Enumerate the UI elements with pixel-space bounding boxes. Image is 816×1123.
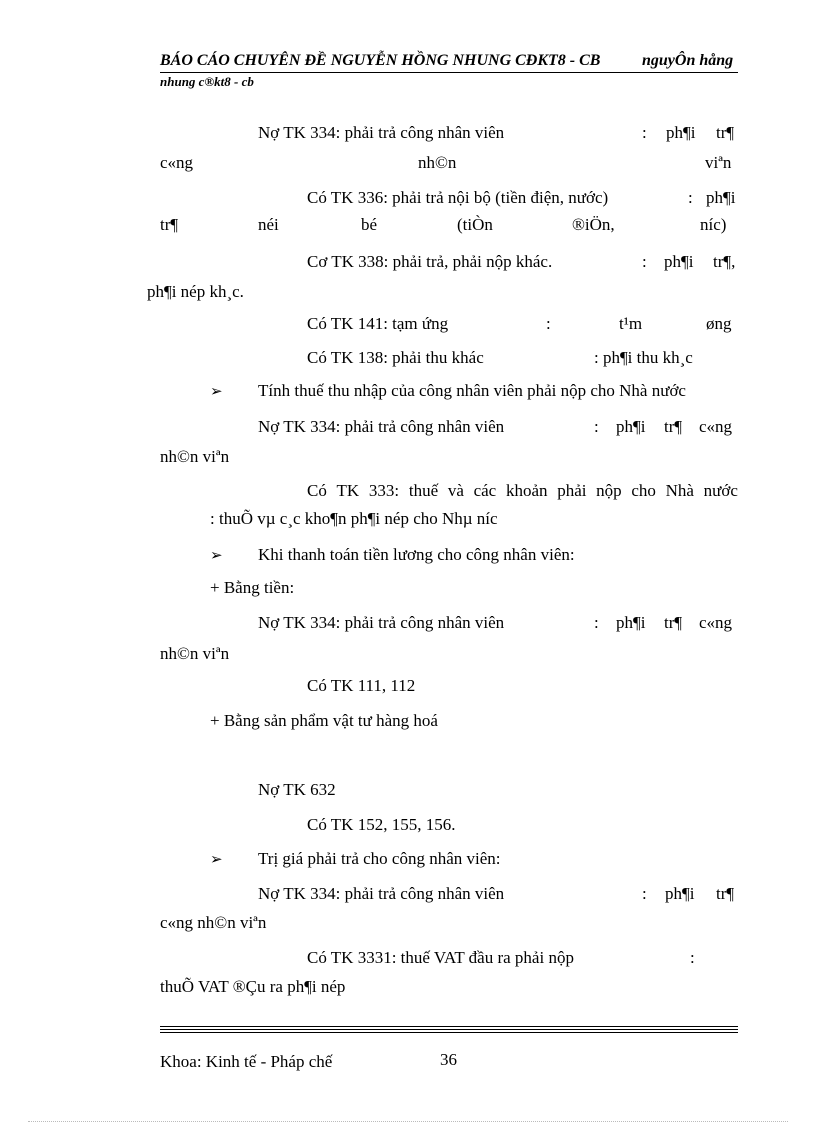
text: :	[642, 252, 647, 271]
text: ph¶i	[616, 613, 646, 632]
text: c«ng	[699, 417, 733, 436]
text: tr¶	[716, 884, 735, 903]
text: thuÕ VAT ®Çu ra ph¶i nép	[160, 977, 346, 996]
text: tr¶	[716, 123, 735, 142]
text: t¹m	[619, 314, 643, 333]
entry-no-334-3: Nợ TK 334: phải trả công nhân viên	[258, 613, 505, 632]
footer-rule	[160, 1026, 738, 1027]
entry-co-3331: Có TK 3331: thuế VAT đầu ra phải nộp	[307, 948, 574, 967]
text: Nhà	[665, 481, 694, 500]
entry-co-336: Có TK 336: phải trả nội bộ (tiền điện, nước)	[307, 188, 609, 207]
text: : thuÕ vµ c¸c kho¶n ph¶i nép cho Nhµ níc	[210, 509, 498, 528]
text: tr¶	[664, 417, 683, 436]
text: và	[447, 481, 464, 500]
text: c«ng	[160, 153, 194, 172]
text: nộp	[596, 481, 622, 500]
entry-co-138: Có TK 138: phải thu khác	[307, 348, 484, 367]
bullet-text: Khi thanh toán tiền lương cho công nhân viên:	[258, 545, 575, 564]
text: :	[594, 613, 599, 632]
footer-rule	[160, 1032, 738, 1033]
entry-no-632: Nợ TK 632	[258, 780, 336, 799]
entry-no-334-2: Nợ TK 334: phải trả công nhân viên	[258, 417, 505, 436]
text: : ph¶i thu kh¸c	[594, 348, 693, 367]
text: nh©n	[418, 153, 457, 172]
page-number: 36	[440, 1050, 457, 1069]
text: thuế	[408, 481, 439, 500]
arrowhead-bullet-icon: ➢	[210, 852, 223, 868]
text: cho	[631, 481, 656, 500]
text: tr¶	[664, 613, 683, 632]
text: ph¶i nép kh¸c.	[147, 282, 244, 301]
text: :	[594, 417, 599, 436]
text: néi	[258, 215, 279, 234]
entry-no-334-4: Nợ TK 334: phải trả công nhân viên	[258, 884, 505, 903]
text: c«ng	[699, 613, 733, 632]
text: nh©n viªn	[160, 644, 230, 663]
arrowhead-bullet-icon: ➢	[210, 548, 223, 564]
text: (tiÒn	[457, 215, 493, 234]
text: ph¶i	[616, 417, 646, 436]
page-edge	[28, 1121, 788, 1122]
text: viªn	[705, 153, 732, 172]
bullet-text: Trị giá phải trả cho công nhân viên:	[258, 849, 501, 868]
text: ®iÖn,	[572, 215, 615, 234]
text: phải	[557, 481, 587, 500]
text: ph¶i	[666, 123, 696, 142]
header-rule	[160, 72, 738, 73]
text: ph¶i	[664, 252, 694, 271]
text: :	[642, 123, 647, 142]
sub-heading: + Bằng tiền:	[210, 578, 295, 597]
text: nước	[703, 481, 738, 500]
bullet-text: Tính thuế thu nhập của công nhân viên phải nộp cho Nhà nước	[258, 381, 686, 400]
header-title: BÁO CÁO CHUYÊN ĐỀ NGUYỄN HỒNG NHUNG CĐKT8 - CB	[160, 52, 601, 69]
text: nh©n viªn	[160, 447, 230, 466]
text: níc)	[700, 215, 727, 234]
header-subtitle: nhung c®kt8 - cb	[160, 74, 254, 89]
text: øng	[706, 314, 732, 333]
text: c«ng nh©n viªn	[160, 913, 267, 932]
text: :	[688, 188, 693, 207]
text: tr¶	[160, 215, 179, 234]
entry-co-111-112: Có TK 111, 112	[307, 676, 416, 695]
text: :	[642, 884, 647, 903]
sub-heading: + Bằng sản phẩm vật tư hàng hoá	[210, 711, 438, 730]
arrowhead-bullet-icon: ➢	[210, 384, 223, 400]
text: :	[546, 314, 551, 333]
text: ph¶i	[665, 884, 695, 903]
text: ph¶i	[706, 188, 736, 207]
text: bé	[361, 215, 378, 234]
text: Có	[307, 481, 327, 500]
entry-co-152: Có TK 152, 155, 156.	[307, 815, 456, 834]
text: 333:	[368, 481, 400, 500]
entry-co-338: Cơ TK 338: phải trả, phải nộp khác.	[307, 252, 553, 271]
footer-faculty: Khoa: Kinh tế - Pháp chế	[160, 1052, 333, 1071]
entry-co-333	[307, 481, 738, 501]
text: khoản	[505, 481, 548, 500]
entry-co-141: Có TK 141: tạm ứng	[307, 314, 449, 333]
text: TK	[336, 481, 360, 500]
text: các	[473, 481, 497, 500]
header-author: nguyÔn hång	[642, 52, 734, 69]
text: :	[690, 948, 695, 967]
footer-rule	[160, 1029, 738, 1030]
entry-no-334-1: Nợ TK 334: phải trả công nhân viên	[258, 123, 505, 142]
text: tr¶,	[713, 252, 736, 271]
